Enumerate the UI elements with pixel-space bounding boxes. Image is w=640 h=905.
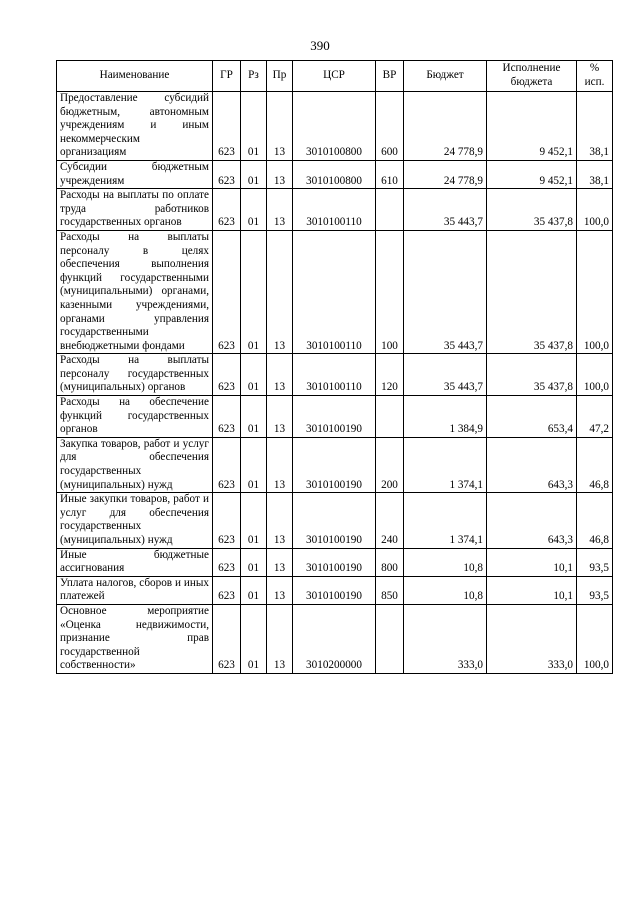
cell-csr: 3010100800 xyxy=(293,92,376,161)
cell-pr: 13 xyxy=(267,189,293,231)
cell-gr: 623 xyxy=(213,396,241,438)
cell-rz: 01 xyxy=(241,160,267,188)
cell-execution: 9 452,1 xyxy=(487,160,577,188)
cell-pct: 100,0 xyxy=(577,354,613,396)
table-row xyxy=(57,92,613,161)
table-row xyxy=(57,160,613,188)
cell-gr: 623 xyxy=(213,92,241,161)
cell-pr: 13 xyxy=(267,437,293,492)
cell-name: Субсидии бюджетным учреждениям xyxy=(57,160,213,188)
cell-name: Иные закупки товаров, работ и услуг для обеспечения государственных (муниципальных) нужд xyxy=(57,493,213,548)
cell-csr: 3010100110 xyxy=(293,189,376,231)
cell-rz: 01 xyxy=(241,354,267,396)
cell-budget: 10,8 xyxy=(404,576,487,604)
cell-rz: 01 xyxy=(241,548,267,576)
cell-csr: 3010100110 xyxy=(293,354,376,396)
cell-gr: 623 xyxy=(213,548,241,576)
cell-csr: 3010100190 xyxy=(293,437,376,492)
cell-budget: 35 443,7 xyxy=(404,189,487,231)
cell-pr: 13 xyxy=(267,576,293,604)
cell-gr: 623 xyxy=(213,604,241,673)
header-pr: Пр xyxy=(267,61,293,92)
cell-rz: 01 xyxy=(241,493,267,548)
cell-csr: 3010100190 xyxy=(293,493,376,548)
cell-gr: 623 xyxy=(213,354,241,396)
cell-budget: 1 384,9 xyxy=(404,396,487,438)
cell-csr: 3010100190 xyxy=(293,576,376,604)
cell-vr: 200 xyxy=(376,437,404,492)
cell-pr: 13 xyxy=(267,230,293,353)
table-header-row xyxy=(57,61,613,92)
table-row xyxy=(57,354,613,396)
cell-execution: 35 437,8 xyxy=(487,189,577,231)
cell-gr: 623 xyxy=(213,437,241,492)
cell-pct: 100,0 xyxy=(577,230,613,353)
cell-execution: 653,4 xyxy=(487,396,577,438)
header-rz: Рз xyxy=(241,61,267,92)
table-row xyxy=(57,230,613,353)
cell-csr: 3010100800 xyxy=(293,160,376,188)
cell-name: Предоставление субсидий бюджетным, автономным учреждениям и иным некоммерческим организациям xyxy=(57,92,213,161)
cell-budget: 1 374,1 xyxy=(404,437,487,492)
cell-name: Основное мероприятие «Оценка недвижимости, признание прав государственной собственности» xyxy=(57,604,213,673)
page-number: 390 xyxy=(310,38,330,53)
header-name: Наименование xyxy=(57,61,213,92)
cell-name: Расходы на обеспечение функций государственных органов xyxy=(57,396,213,438)
cell-budget: 24 778,9 xyxy=(404,160,487,188)
cell-name: Иные бюджетные ассигнования xyxy=(57,548,213,576)
cell-rz: 01 xyxy=(241,189,267,231)
cell-pct: 38,1 xyxy=(577,160,613,188)
header-budget: Бюджет xyxy=(404,61,487,92)
cell-execution: 333,0 xyxy=(487,604,577,673)
cell-gr: 623 xyxy=(213,189,241,231)
cell-csr: 3010200000 xyxy=(293,604,376,673)
header-gr: ГР xyxy=(213,61,241,92)
cell-vr: 800 xyxy=(376,548,404,576)
cell-vr xyxy=(376,604,404,673)
table-row xyxy=(57,576,613,604)
cell-execution: 9 452,1 xyxy=(487,92,577,161)
cell-gr: 623 xyxy=(213,160,241,188)
cell-name: Расходы на выплаты по оплате труда работников государственных органов xyxy=(57,189,213,231)
cell-pct: 93,5 xyxy=(577,576,613,604)
cell-gr: 623 xyxy=(213,493,241,548)
cell-budget: 24 778,9 xyxy=(404,92,487,161)
cell-gr: 623 xyxy=(213,230,241,353)
cell-execution: 643,3 xyxy=(487,437,577,492)
cell-pct: 46,8 xyxy=(577,493,613,548)
cell-rz: 01 xyxy=(241,396,267,438)
cell-vr xyxy=(376,189,404,231)
cell-execution: 10,1 xyxy=(487,548,577,576)
cell-pr: 13 xyxy=(267,493,293,548)
cell-pr: 13 xyxy=(267,354,293,396)
cell-rz: 01 xyxy=(241,92,267,161)
cell-pr: 13 xyxy=(267,92,293,161)
table-row xyxy=(57,189,613,231)
header-csr: ЦСР xyxy=(293,61,376,92)
cell-budget: 35 443,7 xyxy=(404,354,487,396)
cell-csr: 3010100190 xyxy=(293,548,376,576)
cell-name: Уплата налогов, сборов и иных платежей xyxy=(57,576,213,604)
cell-vr: 600 xyxy=(376,92,404,161)
cell-pr: 13 xyxy=(267,160,293,188)
cell-pct: 46,8 xyxy=(577,437,613,492)
cell-budget: 1 374,1 xyxy=(404,493,487,548)
cell-rz: 01 xyxy=(241,604,267,673)
cell-pr: 13 xyxy=(267,548,293,576)
cell-pr: 13 xyxy=(267,604,293,673)
cell-vr: 120 xyxy=(376,354,404,396)
table-row xyxy=(57,437,613,492)
cell-execution: 35 437,8 xyxy=(487,354,577,396)
cell-name: Закупка товаров, работ и услуг для обеспечения государственных (муниципальных) нужд xyxy=(57,437,213,492)
cell-pct: 100,0 xyxy=(577,604,613,673)
header-execution: Исполнение бюджета xyxy=(487,61,577,92)
header-vr: ВР xyxy=(376,61,404,92)
cell-budget: 35 443,7 xyxy=(404,230,487,353)
table-row xyxy=(57,396,613,438)
cell-rz: 01 xyxy=(241,576,267,604)
cell-vr xyxy=(376,396,404,438)
cell-execution: 643,3 xyxy=(487,493,577,548)
cell-name: Расходы на выплаты персоналу государственных (муниципальных) органов xyxy=(57,354,213,396)
cell-name: Расходы на выплаты персоналу в целях обеспечения выполнения функций государственными (муниципальными) органами, казенными учреждениями, органами управления государственными внебюджетными фондами xyxy=(57,230,213,353)
table-row xyxy=(57,604,613,673)
budget-table xyxy=(56,60,613,674)
cell-pct: 100,0 xyxy=(577,189,613,231)
cell-rz: 01 xyxy=(241,437,267,492)
cell-execution: 10,1 xyxy=(487,576,577,604)
cell-vr: 100 xyxy=(376,230,404,353)
cell-budget: 333,0 xyxy=(404,604,487,673)
table-row xyxy=(57,548,613,576)
cell-pct: 38,1 xyxy=(577,92,613,161)
cell-csr: 3010100190 xyxy=(293,396,376,438)
cell-pct: 47,2 xyxy=(577,396,613,438)
cell-budget: 10,8 xyxy=(404,548,487,576)
table-row xyxy=(57,493,613,548)
cell-vr: 850 xyxy=(376,576,404,604)
cell-pr: 13 xyxy=(267,396,293,438)
header-pct: % исп. xyxy=(577,61,613,92)
cell-vr: 610 xyxy=(376,160,404,188)
cell-execution: 35 437,8 xyxy=(487,230,577,353)
cell-gr: 623 xyxy=(213,576,241,604)
cell-vr: 240 xyxy=(376,493,404,548)
cell-rz: 01 xyxy=(241,230,267,353)
cell-csr: 3010100110 xyxy=(293,230,376,353)
cell-pct: 93,5 xyxy=(577,548,613,576)
